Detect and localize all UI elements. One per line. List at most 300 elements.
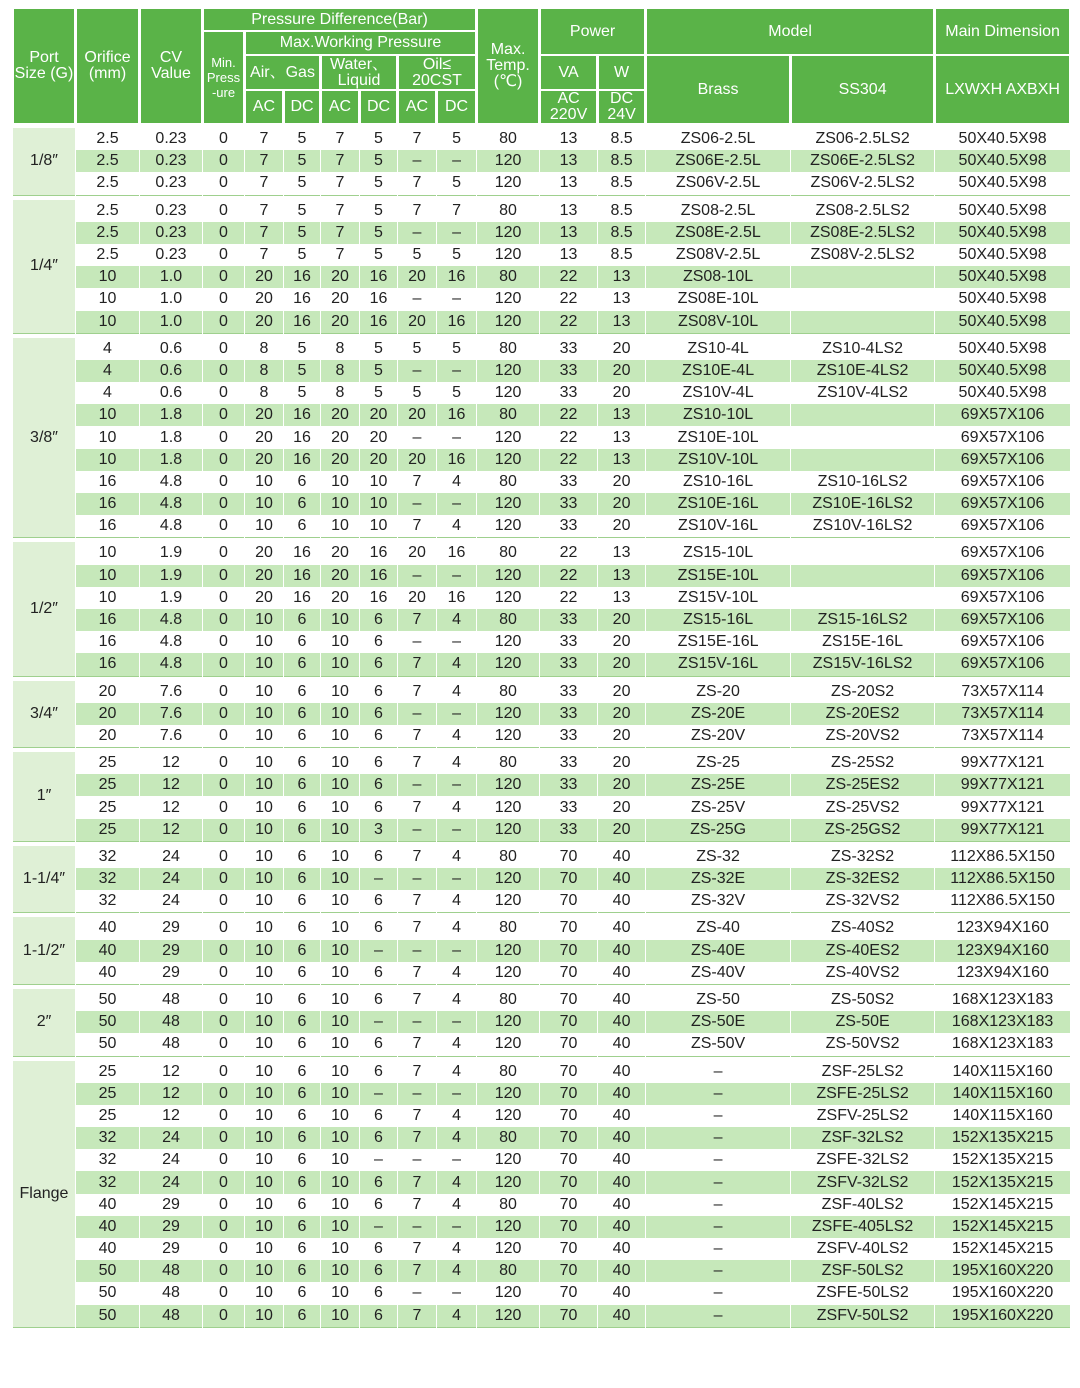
oil-dc-cell: – [437,774,476,796]
oil-dc-cell: 7 [437,196,476,222]
min-pressure-cell: 0 [203,1194,244,1216]
power-va-cell: 70 [540,985,597,1011]
power-va-cell: 33 [540,515,597,538]
water-dc-cell: 6 [360,1305,397,1328]
cv-value-cell: 4.8 [140,515,202,538]
ss304-model-cell: ZS-32S2 [791,842,934,868]
port-size-cell: 2″ [13,985,75,1057]
water-dc-cell: 6 [360,796,397,818]
ss304-model-cell: ZS-40ES2 [791,940,934,962]
orifice-cell: 16 [76,631,139,653]
oil-dc-cell: – [437,426,476,448]
table-body [13,124,1070,1328]
cv-value-cell: 0.23 [140,222,202,244]
oil-ac-cell: – [398,940,436,962]
min-pressure-cell: 0 [203,426,244,448]
cv-value-cell: 48 [140,1033,202,1056]
power-va-cell: 70 [540,1171,597,1193]
air-dc-cell: 16 [284,426,320,448]
min-pressure-cell: 0 [203,493,244,515]
power-w-cell: 40 [598,1260,645,1282]
orifice-cell: 32 [76,1171,139,1193]
max-temp-cell: 80 [477,538,539,564]
orifice-cell: 40 [76,1194,139,1216]
oil-ac-cell: 7 [398,609,436,631]
dimension-cell: 50X40.5X98 [935,288,1070,310]
brass-model-cell: ZS-25E [646,774,790,796]
max-temp-cell: 80 [477,471,539,493]
power-w-cell: 20 [598,360,645,382]
power-w-cell: 40 [598,913,645,939]
orifice-cell: 40 [76,913,139,939]
oil-dc-cell: 4 [437,515,476,538]
dimension-cell: 140X115X160 [935,1057,1070,1083]
min-pressure-cell: 0 [203,1105,244,1127]
oil-ac-cell: 20 [398,538,436,564]
power-w-cell: 13 [598,311,645,334]
water-dc-cell: – [360,1011,397,1033]
air-ac-cell: 10 [245,1057,283,1083]
min-pressure-header: Min. Press -ure [203,31,244,124]
brass-model-cell: ZS-50V [646,1033,790,1056]
air-dc-header: DC [284,90,320,124]
water-liquid-header: Water、Liquid [321,55,397,90]
water-dc-cell: 6 [360,653,397,676]
min-pressure-cell: 0 [203,288,244,310]
cv-value-cell: 0.23 [140,172,202,195]
port-size-cell: 1/8″ [13,124,75,196]
ss304-model-cell: ZS-25GS2 [791,819,934,842]
table-row [13,538,1070,564]
power-w-cell: 20 [598,703,645,725]
dimension-cell: 69X57X106 [935,538,1070,564]
brass-model-cell: ZS10E-16L [646,493,790,515]
cv-value-cell: 1.9 [140,587,202,609]
air-dc-cell: 5 [284,334,320,360]
power-va-cell: 33 [540,493,597,515]
oil-ac-cell: – [398,150,436,172]
power-va-cell: 70 [540,1033,597,1056]
min-pressure-cell: 0 [203,565,244,587]
min-pressure-cell: 0 [203,515,244,538]
air-ac-cell: 20 [245,426,283,448]
ss304-model-cell: ZS-25ES2 [791,774,934,796]
oil-ac-cell: 7 [398,842,436,868]
air-ac-cell: 10 [245,1127,283,1149]
cv-value-cell: 29 [140,962,202,985]
max-temp-cell: 80 [477,1057,539,1083]
oil-dc-cell: 4 [437,985,476,1011]
water-ac-cell: 8 [321,382,359,404]
air-dc-cell: 6 [284,677,320,703]
dimension-cell: 140X115X160 [935,1083,1070,1105]
max-temp-cell: 80 [477,748,539,774]
oil-ac-cell: 7 [398,1260,436,1282]
air-dc-cell: 6 [284,1238,320,1260]
max-temp-cell: 120 [477,382,539,404]
orifice-cell: 10 [76,449,139,471]
power-va-cell: 70 [540,1149,597,1171]
air-ac-cell: 20 [245,266,283,288]
oil-dc-cell: – [437,150,476,172]
power-va-cell: 22 [540,266,597,288]
cv-value-cell: 0.23 [140,124,202,150]
brass-model-cell: ZS-20 [646,677,790,703]
oil-dc-cell: 16 [437,266,476,288]
cv-value-cell: 24 [140,1171,202,1193]
air-dc-cell: 5 [284,360,320,382]
port-size-cell: 1″ [13,748,75,842]
oil-ac-cell: – [398,1083,436,1105]
brass-model-cell: ZS15E-10L [646,565,790,587]
oil-dc-cell: 5 [437,382,476,404]
table-row [13,493,1070,515]
water-ac-cell: 7 [321,124,359,150]
oil-dc-cell: – [437,1011,476,1033]
ss304-model-cell [791,538,934,564]
table-row [13,244,1070,266]
oil-ac-cell: 20 [398,266,436,288]
air-dc-cell: 16 [284,587,320,609]
brass-model-cell: ZS08V-10L [646,311,790,334]
oil-ac-cell: – [398,493,436,515]
orifice-cell: 2.5 [76,222,139,244]
oil-ac-cell: 7 [398,1171,436,1193]
table-row [13,382,1070,404]
water-ac-cell: 10 [321,819,359,842]
max-temp-cell: 120 [477,940,539,962]
oil-dc-cell: – [437,288,476,310]
dimension-cell: 195X160X220 [935,1305,1070,1328]
water-dc-cell: 6 [360,609,397,631]
air-dc-cell: 6 [284,471,320,493]
port-size-cell: 1/4″ [13,196,75,334]
power-va-cell: 70 [540,1083,597,1105]
brass-model-cell: ZS15V-16L [646,653,790,676]
cv-value-cell: 12 [140,774,202,796]
water-dc-cell: 16 [360,311,397,334]
min-pressure-cell: 0 [203,334,244,360]
ss304-model-cell [791,587,934,609]
max-temp-cell: 120 [477,1305,539,1328]
ss304-model-cell: ZS15-16LS2 [791,609,934,631]
orifice-cell: 16 [76,493,139,515]
dimension-cell: 69X57X106 [935,609,1070,631]
max-temp-cell: 120 [477,493,539,515]
orifice-cell: 25 [76,819,139,842]
power-w-cell: 40 [598,868,645,890]
cv-value-cell: 29 [140,913,202,939]
water-dc-cell: 6 [360,631,397,653]
ss304-model-cell: ZS-50E [791,1011,934,1033]
power-va-cell: 70 [540,913,597,939]
brass-model-cell: ZS10V-10L [646,449,790,471]
water-ac-header: AC [321,90,359,124]
brass-model-cell: – [646,1149,790,1171]
ss304-model-cell: ZS06E-2.5LS2 [791,150,934,172]
table-row [13,1033,1070,1056]
oil-ac-cell: 7 [398,1057,436,1083]
min-pressure-cell: 0 [203,172,244,195]
oil-dc-cell: 4 [437,653,476,676]
air-ac-cell: 10 [245,748,283,774]
oil-ac-cell: – [398,360,436,382]
cv-value-cell: 12 [140,1057,202,1083]
power-w-cell: 20 [598,631,645,653]
power-va-cell: 33 [540,796,597,818]
brass-model-cell: ZS-25V [646,796,790,818]
power-w-cell: 20 [598,471,645,493]
air-ac-cell: 20 [245,288,283,310]
orifice-cell: 25 [76,748,139,774]
oil-dc-cell: 5 [437,172,476,195]
air-ac-cell: 10 [245,890,283,913]
orifice-cell: 25 [76,1083,139,1105]
ss304-model-cell [791,288,934,310]
dimension-cell: 50X40.5X98 [935,124,1070,150]
water-dc-cell: 5 [360,150,397,172]
power-va-cell: 70 [540,940,597,962]
max-temp-cell: 120 [477,796,539,818]
air-ac-cell: 10 [245,1305,283,1328]
cv-value-cell: 4.8 [140,609,202,631]
water-dc-cell: 6 [360,842,397,868]
power-va-cell: 70 [540,962,597,985]
water-dc-cell: 6 [360,725,397,748]
min-pressure-cell: 0 [203,1238,244,1260]
air-ac-cell: 10 [245,493,283,515]
orifice-cell: 10 [76,404,139,426]
water-dc-cell: 3 [360,819,397,842]
min-pressure-cell: 0 [203,222,244,244]
air-ac-cell: 10 [245,962,283,985]
oil-dc-cell: 4 [437,1171,476,1193]
table-row [13,334,1070,360]
water-ac-cell: 10 [321,653,359,676]
water-dc-cell: 6 [360,774,397,796]
water-dc-cell: 6 [360,1171,397,1193]
cv-value-cell: 1.0 [140,288,202,310]
table-row [13,703,1070,725]
water-ac-cell: 10 [321,1171,359,1193]
table-row [13,1282,1070,1304]
max-temp-cell: 120 [477,774,539,796]
orifice-cell: 50 [76,985,139,1011]
air-dc-cell: 5 [284,150,320,172]
cv-value-cell: 1.9 [140,538,202,564]
table-row [13,404,1070,426]
orifice-cell: 10 [76,426,139,448]
oil-ac-cell: 5 [398,244,436,266]
table-row [13,1083,1070,1105]
cv-value-cell: 4.8 [140,471,202,493]
air-ac-cell: 8 [245,334,283,360]
oil-dc-cell: 5 [437,124,476,150]
oil-dc-cell: – [437,1282,476,1304]
power-va-cell: 22 [540,449,597,471]
dimension-cell: 152X145X215 [935,1238,1070,1260]
power-w-cell: 40 [598,1282,645,1304]
max-temp-cell: 120 [477,587,539,609]
oil-dc-cell: 4 [437,796,476,818]
water-dc-cell: 20 [360,426,397,448]
water-ac-cell: 10 [321,913,359,939]
water-ac-cell: 20 [321,266,359,288]
table-row [13,796,1070,818]
power-w-cell: 40 [598,1305,645,1328]
orifice-cell: 50 [76,1260,139,1282]
cv-value-cell: 48 [140,1011,202,1033]
oil-dc-cell: 4 [437,725,476,748]
min-pressure-cell: 0 [203,1305,244,1328]
power-w-cell: 20 [598,677,645,703]
dimension-cell: 50X40.5X98 [935,311,1070,334]
air-ac-cell: 10 [245,471,283,493]
table-row [13,1194,1070,1216]
brass-model-cell: ZS-50 [646,985,790,1011]
power-w-cell: 40 [598,1033,645,1056]
air-ac-cell: 7 [245,244,283,266]
power-w-cell: 20 [598,382,645,404]
water-dc-cell: 6 [360,962,397,985]
dimension-cell: 123X94X160 [935,940,1070,962]
power-w-cell: 20 [598,774,645,796]
water-ac-cell: 10 [321,1305,359,1328]
min-pressure-cell: 0 [203,985,244,1011]
water-ac-cell: 20 [321,538,359,564]
water-dc-cell: 10 [360,515,397,538]
max-temp-cell: 120 [477,288,539,310]
dimension-cell: 50X40.5X98 [935,360,1070,382]
table-row [13,1305,1070,1328]
table-row [13,1238,1070,1260]
water-ac-cell: 10 [321,985,359,1011]
air-dc-cell: 6 [284,842,320,868]
table-row [13,725,1070,748]
oil-dc-cell: – [437,631,476,653]
dimension-cell: 73X57X114 [935,725,1070,748]
power-w-cell: 20 [598,334,645,360]
brass-model-cell: ZS15-10L [646,538,790,564]
ss304-model-cell: ZS10E-4LS2 [791,360,934,382]
power-va-cell: 33 [540,653,597,676]
water-ac-cell: 10 [321,1282,359,1304]
table-row [13,471,1070,493]
ss304-model-cell: ZS06-2.5LS2 [791,124,934,150]
water-ac-cell: 7 [321,244,359,266]
orifice-cell: 10 [76,266,139,288]
min-pressure-cell: 0 [203,382,244,404]
max-temp-cell: 80 [477,1127,539,1149]
air-dc-cell: 5 [284,196,320,222]
brass-model-cell: ZS15E-16L [646,631,790,653]
oil-dc-cell: 4 [437,609,476,631]
power-w-cell: 20 [598,748,645,774]
ss304-model-cell: ZS-50VS2 [791,1033,934,1056]
ss304-model-cell: ZS08V-2.5LS2 [791,244,934,266]
dimension-cell: 112X86.5X150 [935,890,1070,913]
air-ac-cell: 10 [245,1238,283,1260]
ss304-model-cell: ZS-40VS2 [791,962,934,985]
water-dc-cell: 6 [360,748,397,774]
min-pressure-cell: 0 [203,404,244,426]
cv-value-cell: 29 [140,1194,202,1216]
brass-model-cell: – [646,1238,790,1260]
min-pressure-cell: 0 [203,311,244,334]
water-ac-cell: 10 [321,493,359,515]
oil-dc-cell: 16 [437,311,476,334]
table-row [13,985,1070,1011]
table-row [13,913,1070,939]
ss304-model-cell: ZSFV-40LS2 [791,1238,934,1260]
cv-value-cell: 24 [140,868,202,890]
air-dc-cell: 6 [284,1033,320,1056]
power-va-cell: 70 [540,1216,597,1238]
min-pressure-cell: 0 [203,819,244,842]
air-dc-cell: 6 [284,725,320,748]
brass-model-cell: ZS08V-2.5L [646,244,790,266]
power-va-cell: 70 [540,1127,597,1149]
max-temp-cell: 120 [477,703,539,725]
oil-ac-cell: – [398,565,436,587]
brass-model-cell: ZS08E-10L [646,288,790,310]
table-row [13,565,1070,587]
ss304-model-cell: ZSF-50LS2 [791,1260,934,1282]
air-ac-cell: 10 [245,1033,283,1056]
water-dc-cell: 6 [360,1260,397,1282]
water-ac-cell: 10 [321,1127,359,1149]
power-w-cell: 8.5 [598,222,645,244]
brass-model-cell: ZS-50E [646,1011,790,1033]
air-ac-cell: 10 [245,1105,283,1127]
orifice-cell: 4 [76,360,139,382]
air-gas-header: Air、Gas [245,55,320,90]
air-dc-cell: 6 [284,796,320,818]
ss304-model-cell: ZSFE-25LS2 [791,1083,934,1105]
air-ac-header: AC [245,90,283,124]
orifice-cell: 50 [76,1011,139,1033]
water-dc-cell: 6 [360,985,397,1011]
power-w-cell: 8.5 [598,172,645,195]
ss304-model-cell [791,449,934,471]
water-dc-cell: 5 [360,172,397,195]
air-ac-cell: 10 [245,985,283,1011]
air-ac-cell: 7 [245,196,283,222]
cv-value-cell: 0.23 [140,196,202,222]
air-ac-cell: 7 [245,222,283,244]
oil-ac-cell: – [398,288,436,310]
air-dc-cell: 6 [284,1083,320,1105]
air-ac-cell: 10 [245,609,283,631]
cv-value-cell: 7.6 [140,725,202,748]
orifice-cell: 40 [76,962,139,985]
cv-value-cell: 12 [140,748,202,774]
oil-ac-cell: 5 [398,382,436,404]
min-pressure-cell: 0 [203,1057,244,1083]
water-dc-cell: – [360,1216,397,1238]
table-row [13,587,1070,609]
oil-dc-cell: – [437,222,476,244]
min-pressure-cell: 0 [203,244,244,266]
port-size-cell: 1/2″ [13,538,75,676]
port-size-cell: 1-1/2″ [13,913,75,985]
power-va-cell: 33 [540,471,597,493]
cv-value-cell: 4.8 [140,631,202,653]
table-row [13,774,1070,796]
power-w-cell: 20 [598,796,645,818]
water-dc-cell: – [360,940,397,962]
water-dc-cell: 16 [360,288,397,310]
